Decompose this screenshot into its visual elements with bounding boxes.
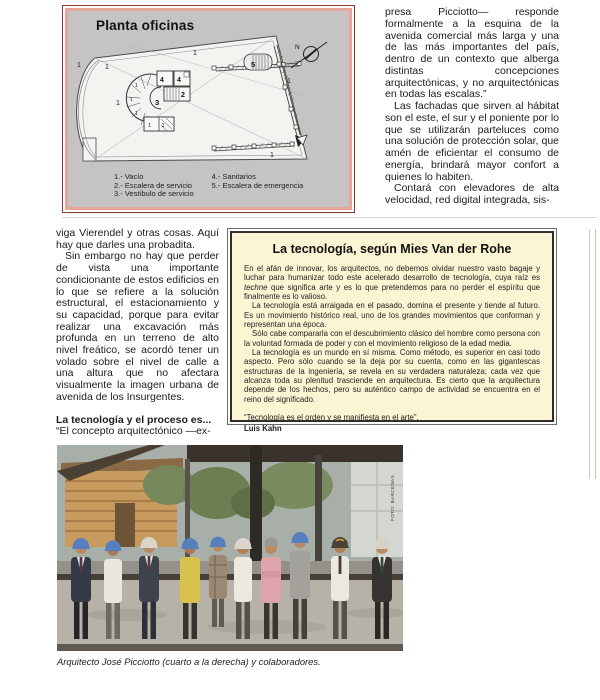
page-edge-line	[595, 229, 596, 479]
tech-box-paragraph	[244, 264, 540, 301]
column-left	[56, 228, 219, 438]
legend-item: 2.- Escalera de servicio	[114, 180, 192, 190]
svg-text:1: 1	[77, 62, 81, 69]
page-edge-line	[589, 229, 590, 479]
svg-text:4: 4	[160, 77, 164, 84]
svg-text:N: N	[295, 44, 300, 51]
photo-caption: Arquitecto José Picciotto (cuarto a la derecha) y colaboradores.	[57, 656, 321, 667]
body-paragraph: viga Vierendel y otras cosas. Aquí hay que darles una probadita.	[56, 227, 219, 251]
svg-text:3: 3	[155, 98, 160, 107]
column-top-right	[385, 7, 559, 207]
svg-text:1: 1	[130, 97, 133, 103]
tech-box-paragraph: Sólo cabe compararla con el descubrimiento clásico del hombre como persona con la voluntad formada de poder y con el movimiento religioso de la edad media.	[244, 329, 540, 348]
floorplan-drawing	[69, 35, 350, 171]
tech-box-italic-term: techne	[244, 282, 268, 292]
floorplan-panel	[65, 8, 352, 210]
tech-box-quote: “Tecnología es el orden y se manifiesta en el arte”.	[244, 413, 419, 423]
photo-credit: FOTO: BARCENAS	[390, 474, 395, 521]
tech-box-title: La tecnología, según Mies Van der Rohe	[272, 242, 512, 256]
body-paragraph: “El concepto arquitectónico —ex-	[56, 425, 211, 438]
body-paragraph: Contará con elevadores de alta velocidad, red digital integrada, sis-	[385, 182, 559, 206]
tech-box-paragraph: La tecnología está arraigada en el pasado, domina el presente y tiende al futuro. Es un movimiento histórico real, uno de los grandes movimientos que conforman y representan una época.	[244, 301, 540, 330]
svg-text:5: 5	[251, 60, 256, 69]
body-paragraph: Sin embargo no hay que perder de vista una importante condicionante de estos edificios en lo que se refiere a la solución estructural, el estacionamiento y su capacidad, porque para evitar realizar una excavación más profunda en un terreno de alto nivel freático, se acordó tener un volado sobre el nivel de calle a una altura que no afectara visualmente la imagen urbana de avenida de los Insurgentes.	[56, 250, 219, 403]
svg-text:1: 1	[161, 123, 165, 129]
tech-quote-box	[227, 228, 557, 433]
legend-item: 5.- Escalera de emergencia	[211, 180, 304, 190]
body-paragraph: presa Picciotto— responde formalmente a la esquina de la avenida comercial más larga y una de las más importantes del país, dentro de un contexto que alberga distintas concepciones arquitectónicas, y no arquitectónicas en todas las escalas.”	[385, 6, 559, 101]
tech-box-text: que significa arte y es lo que pretendemos para no perder el espíritu que finalmente es lo valioso.	[244, 282, 540, 302]
svg-text:1: 1	[135, 111, 138, 117]
scan-crease-line	[62, 217, 597, 218]
svg-text:1: 1	[270, 152, 274, 159]
legend-item: 3.- Vestíbulo de servicio	[114, 189, 194, 199]
tech-box-paragraph: La tecnología es un mundo en sí misma. Como método, es superior en casi todo aspecto. Pero sólo cuando se la deja por su cuenta, como en las gigantescas estructuras de la ingeniería, se revela en su verdadera naturaleza; cada vez que alcanza toda su plenitud trasciende en arquitectura. Es cierto que la arquitectura depende de los hechos, pero su auténtico campo de actividad se encuentra en el reino del significado.	[244, 348, 540, 404]
legend-item: 4.- Sanitarios	[211, 172, 256, 181]
body-paragraph: Las fachadas que sirven al hábitat son el este, el sur y el poniente por lo que se utilizarán parteluces como una solución de protección solar, que amén de eficientar el consumo de energía, brindará mayor confort a quienes lo habiten.	[385, 100, 559, 183]
svg-text:2: 2	[181, 92, 185, 99]
tech-box-text: En el afán de innovar, los arquitectos, no debemos olvidar nuestro vasto bagaje y luchar para humanizar todo este acelerado desarrollo de tecnología, cuya raíz es	[244, 264, 540, 283]
section-heading: La tecnología y el proceso es...	[56, 413, 212, 426]
floorplan-title: Planta oficinas	[96, 18, 195, 33]
svg-text:1: 1	[193, 50, 197, 57]
svg-text:1: 1	[287, 78, 291, 85]
svg-text:1: 1	[135, 83, 138, 89]
photo-illustration	[57, 445, 403, 651]
svg-text:1: 1	[105, 64, 109, 71]
svg-text:1: 1	[116, 100, 120, 107]
construction-site-photo	[57, 445, 403, 651]
tech-box-attribution: Luis Kahn	[244, 423, 282, 433]
compass-icon	[291, 42, 327, 68]
floorplan-figure	[62, 5, 355, 213]
svg-text:4: 4	[177, 77, 181, 84]
floorplan-legend	[114, 173, 303, 199]
legend-item: 1.- Vacío	[114, 172, 144, 181]
svg-text:1: 1	[148, 123, 152, 129]
